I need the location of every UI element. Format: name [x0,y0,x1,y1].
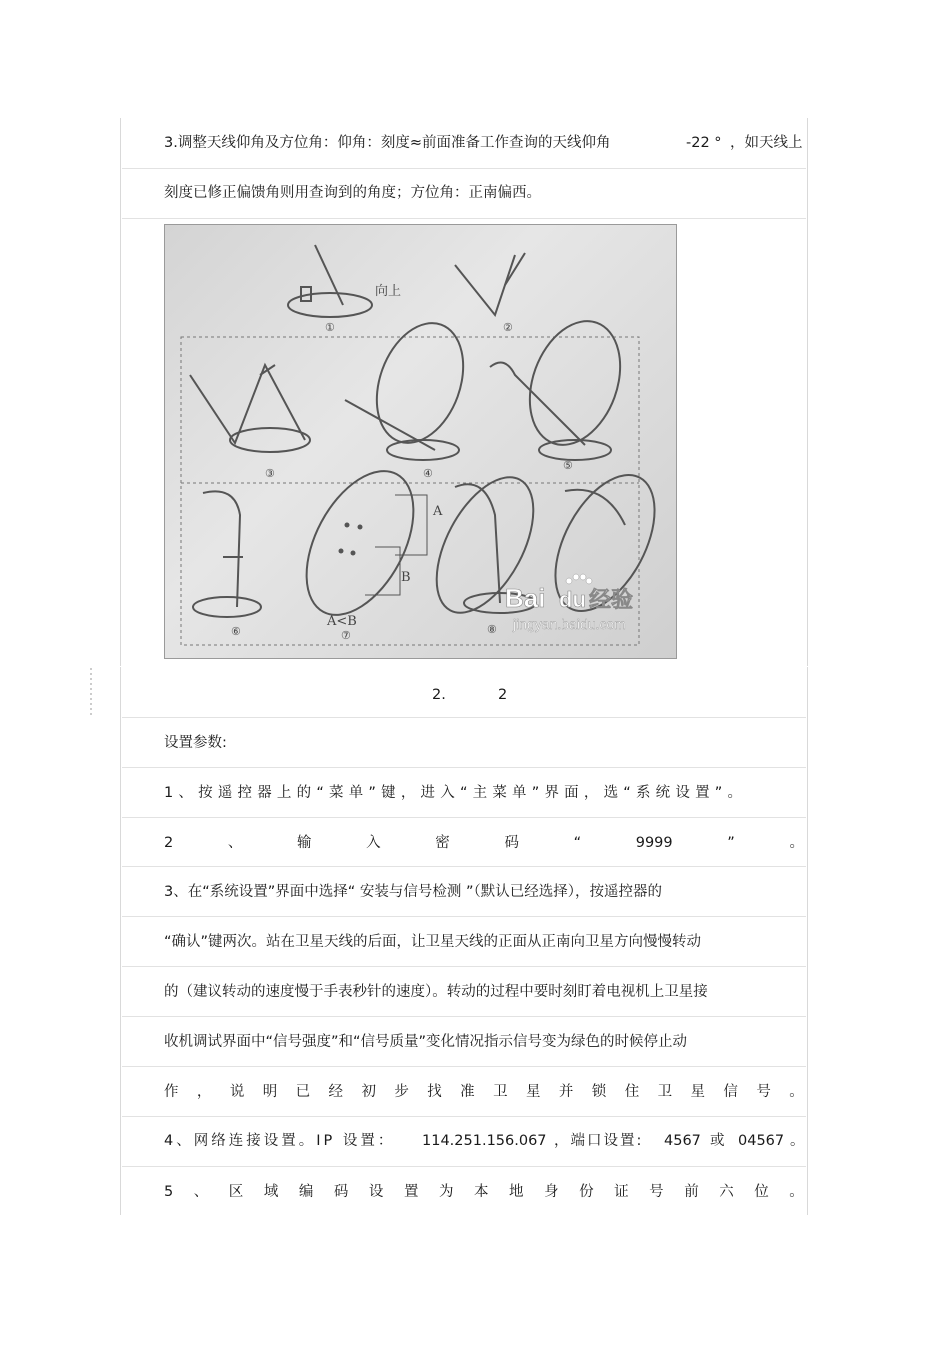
char-segment: 锁 [591,1084,607,1100]
step-num: ⑦ [341,629,351,642]
char-segment: 地 [509,1184,524,1200]
label-b: B [401,570,411,585]
watermark-url: jingyan.baidu.com [513,616,626,632]
char-segment: 卫 [657,1084,673,1100]
row-divider [122,916,806,917]
char-segment: 份 [579,1184,594,1200]
char-segment: 区 [228,1184,244,1200]
char-segment: ， [196,1084,212,1100]
step3-line3: 的（建议转动的速度慢于手表秒针的速度）。转动的过程中要时刻盯着电视机上卫星接 [164,984,708,1000]
char-segment: 号 [756,1084,771,1100]
label-a: A [433,504,443,519]
section2-intro: 设置参数: [164,735,227,751]
step-num: ⑤ [563,459,573,472]
char-segment: 证 [614,1184,629,1200]
char-segment: 设 [368,1184,384,1200]
step-num: ① [325,321,335,334]
step4-ip: 114.251.156.067 [422,1133,547,1149]
section1-line2: 刻度已修正偏馈角则用查询到的角度；方位角：正南偏西。 [164,185,541,201]
label-a-lt-b: A<B [327,614,357,629]
heading-num: 2. [432,687,446,703]
char-segment: 码 [504,835,519,851]
step4-mid: ，端口设置: [554,1133,644,1149]
row-divider [122,1116,806,1117]
char-segment: 、 [227,835,243,851]
char-segment: 置 [403,1184,419,1200]
char-segment: 住 [624,1084,640,1100]
watermark-logo: Bai [505,583,546,613]
antenna-assembly-drawing [165,225,676,658]
step3-line4: 收机调试界面中“信号强度”和“信号质量”变化情况指示信号变为绿色的时候停止动 [164,1034,688,1050]
char-segment: 。 [789,1184,804,1200]
watermark-cn: 经验 [589,588,634,613]
step4-or: 或 [710,1133,725,1149]
char-segment: 已 [295,1084,311,1100]
char-segment: 身 [544,1184,559,1200]
step3-line1: 3、在“系统设置”界面中选择“ 安装与信号检测 ”（默认已经选择），按遥控器的 [164,884,662,900]
paw-icon [566,574,592,584]
char-segment: 星 [525,1084,541,1100]
char-segment: 5 [164,1184,174,1200]
row-divider [122,1016,806,1017]
step5 [164,1182,804,1202]
char-segment: 、 [193,1184,209,1200]
char-segment: 编 [298,1184,314,1200]
char-segment: 准 [460,1084,475,1100]
row-divider [122,817,806,818]
char-segment: 输 [297,835,312,851]
char-segment: 星 [690,1084,705,1100]
margin-marks [88,668,94,716]
char-segment: 找 [427,1084,442,1100]
char-segment: 入 [366,835,381,851]
step-num: ⑥ [231,625,241,638]
char-segment: 密 [435,835,450,851]
row-divider [122,168,806,169]
char-segment: 步 [394,1084,409,1100]
step-num: ⑧ [487,623,497,636]
step-num: ④ [423,467,433,480]
char-segment: 六 [719,1184,734,1200]
row-divider [122,1166,806,1167]
char-segment: 经 [328,1084,344,1100]
row-divider [122,218,806,219]
label-up: 向上 [375,284,402,299]
char-segment: 位 [754,1184,769,1200]
char-segment: 为 [438,1184,454,1200]
heading-val: 2 [498,687,508,703]
step3-line5 [164,1082,804,1102]
section1-angle: -22 ° [686,135,722,151]
char-segment: ” [727,835,735,851]
char-segment: “ [573,835,582,851]
row-divider [122,966,806,967]
char-segment: 2 [164,835,174,851]
antenna-assembly-figure [164,224,677,659]
char-segment: 号 [649,1184,664,1200]
char-segment: 作 [164,1084,179,1100]
row-divider [122,767,806,768]
char-segment: 信 [723,1084,738,1100]
baidu-watermark [505,574,633,632]
step-num: ③ [265,467,275,480]
char-segment: 前 [684,1184,699,1200]
step1: 1、按遥控器上的“菜单”键，进入“主菜单”界面，选“系统设置”。 [164,785,748,801]
section1-line1 [164,133,804,153]
char-segment: 。 [789,835,804,851]
step4-port2: 04567 [738,1133,785,1149]
row-divider [122,866,806,867]
char-segment: 码 [333,1184,349,1200]
section1-line1-text: 3.调整天线仰角及方位角：仰角：刻度≈前面准备工作查询的天线仰角 [164,135,611,151]
char-segment: 明 [262,1084,278,1100]
section1-line1-tail: ，如天线上 [730,135,803,151]
step4-end: 。 [790,1133,805,1149]
step4-port1: 4567 [664,1133,701,1149]
row-divider [122,717,806,718]
char-segment: 卫 [493,1084,508,1100]
watermark-logo2: du [559,587,586,612]
char-segment: 9999 [635,835,673,851]
char-segment: 说 [229,1084,245,1100]
step3-line2: “确认”键两次。站在卫星天线的后面，让卫星天线的正面从正南向卫星方向慢慢转动 [164,934,702,950]
step-num: ② [503,321,513,334]
step4 [164,1131,804,1151]
char-segment: 本 [474,1184,489,1200]
char-segment: 。 [789,1084,804,1100]
char-segment: 初 [361,1084,376,1100]
section2-heading [432,685,552,705]
row-divider [122,1066,806,1067]
step2 [164,833,804,853]
char-segment: 域 [263,1184,279,1200]
step4-prefix: 4、网络连接设置。IP 设置： [164,1133,396,1149]
char-segment: 并 [558,1084,574,1100]
